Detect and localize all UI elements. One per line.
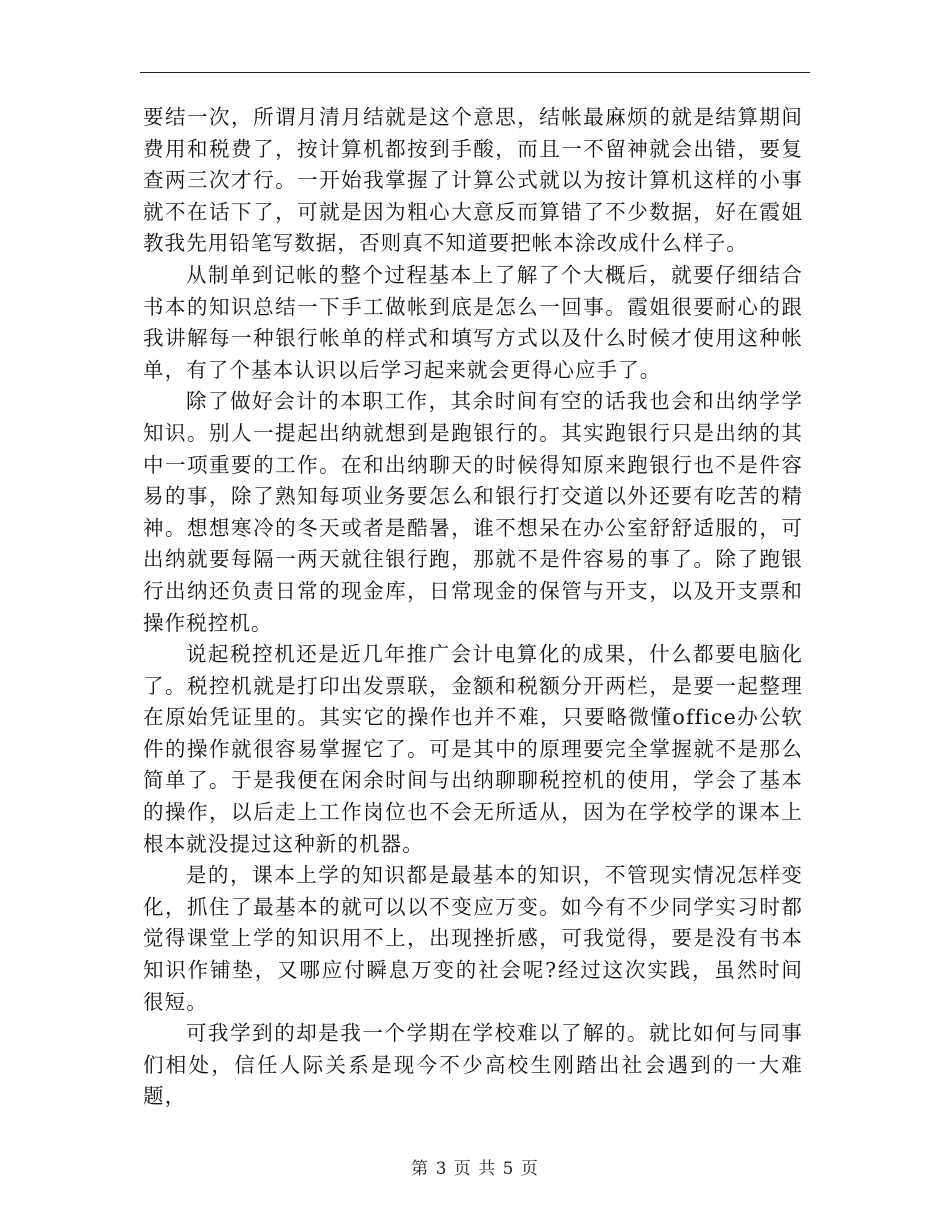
paragraph-2: 从制单到记帐的整个过程基本上了解了个大概后，就要仔细结合书本的知识总结一下手工做帐到底是怎么一回事。霞姐很要耐心的跟我讲解每一种银行帐单的样式和填写方式以及什么时候才使用这种帐单，有了个基本认识以后学习起来就会更得心应手了。 [143, 262, 803, 382]
body-text [143, 102, 803, 1113]
paragraph-3: 除了做好会计的本职工作，其余时间有空的话我也会和出纳学学知识。别人一提起出纳就想到是跑银行的。其实跑银行只是出纳的其中一项重要的工作。在和出纳聊天的时候得知原来跑银行也不是件容易的事，除了熟知每项业务要怎么和银行打交道以外还要有吃苦的精神。想想寒冷的冬天或者是酷暑，谁不想呆在办公室舒舒适服的，可出纳就要每隔一两天就往银行跑，那就不是件容易的事了。除了跑银行出纳还负责日常的现金库，日常现金的保管与开支，以及开支票和操作税控机。 [143, 389, 803, 635]
paragraph-6: 可我学到的却是我一个学期在学校难以了解的。就比如何与同事们相处，信任人际关系是现今不少高校生刚踏出社会遇到的一大难题， [143, 1021, 803, 1109]
paragraph-1: 要结一次，所谓月清月结就是这个意思，结帐最麻烦的就是结算期间费用和税费了，按计算机都按到手酸，而且一不留神就会出错，要复查两三次才行。一开始我掌握了计算公式就以为按计算机这样的小事就不在话下了，可就是因为粗心大意反而算错了不少数据，好在霞姐教我先用铅笔写数据，否则真不知道要把帐本涂改成什么样子。 [143, 105, 803, 256]
header-rule [140, 72, 810, 73]
page-footer: 第 3 页 共 5 页 [411, 1159, 539, 1179]
paragraph-4: 说起税控机还是近几年推广会计电算化的成果，什么都要电脑化了。税控机就是打印出发票联，金额和税额分开两栏，是要一起整理在原始凭证里的。其实它的操作也并不难，只要略微懂office办公软件的操作就很容易掌握它了。可是其中的原理要完全掌握就不是那么简单了。于是我便在闲余时间与出纳聊聊税控机的使用，学会了基本的操作，以后走上工作岗位也不会无所适从，因为在学校学的课本上根本就没提过这种新的机器。 [143, 642, 803, 856]
paragraph-5: 是的，课本上学的知识都是最基本的知识，不管现实情况怎样变化，抓住了最基本的就可以以不变应万变。如今有不少同学实习时都觉得课堂上学的知识用不上，出现挫折感，可我觉得，要是没有书本知识作铺垫，又哪应付瞬息万变的社会呢?经过这次实践，虽然时间很短。 [143, 863, 803, 1014]
